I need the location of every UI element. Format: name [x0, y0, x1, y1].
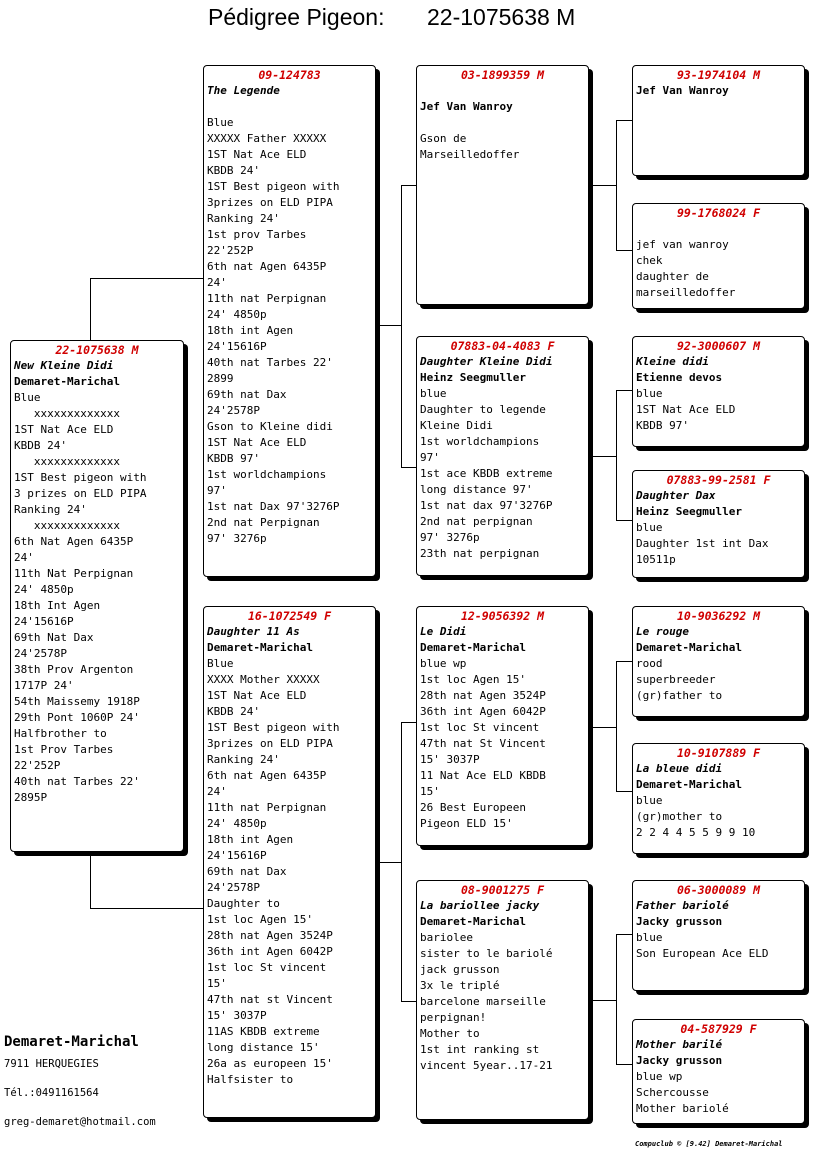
connector-line [401, 722, 417, 723]
note-line: marseilledoffer [636, 286, 736, 299]
note-line: 6th nat Agen 6435P [207, 769, 327, 782]
note-line [636, 221, 801, 237]
note-line: jef van wanroy [636, 238, 729, 251]
note-line: 15' 3037P [207, 1009, 267, 1022]
note-line: Daughter to [207, 897, 280, 910]
note-line: XXXX Mother XXXXX [207, 673, 320, 686]
note-line: 1ST Best pigeon with [14, 471, 147, 484]
note-line: blue [420, 387, 447, 400]
note-line: xxxxxxxxxxxxx [14, 455, 120, 468]
pigeon-notes [14, 390, 180, 806]
owner-email[interactable]: greg-demaret@hotmail.com [4, 1116, 156, 1128]
pigeon-notes [207, 656, 372, 1088]
ggparent-card-mmm[interactable] [632, 1019, 805, 1124]
connector-line [616, 791, 632, 792]
note-line: 2nd nat perpignan [420, 515, 533, 528]
ring-number: 08-9001275 F [460, 883, 545, 897]
note-line: 11th Nat Perpignan [14, 567, 134, 580]
note-line: 1st Prov Tarbes [14, 743, 114, 756]
connector-line [90, 908, 204, 909]
note-line: 97' [420, 451, 440, 464]
note-line: KBDB 24' [14, 439, 67, 452]
note-line: 3x le triplé [420, 979, 500, 992]
ring-number: 07883-99-2581 F [666, 473, 771, 487]
connector-line [616, 120, 632, 121]
note-line: 69th nat Dax [207, 388, 287, 401]
connector-line [616, 520, 632, 521]
note-line: 2nd nat Perpignan [207, 516, 320, 529]
note-line: 24' [207, 785, 227, 798]
connector-line [401, 722, 402, 1002]
note-line: 97' 3276p [207, 532, 267, 545]
note-line: 23th nat perpignan [420, 547, 540, 560]
note-line: 1ST Nat Ace ELD [207, 689, 307, 702]
note-line: Kleine Didi [420, 419, 493, 432]
note-line: 10511p [636, 553, 676, 566]
note-line: xxxxxxxxxxxxx [14, 519, 120, 532]
note-line: jack grusson [420, 963, 500, 976]
pigeon-name: Mother barilé [636, 1038, 723, 1051]
note-line: 24'2578P [14, 647, 67, 660]
note-line: 29th Pont 1060P 24' [14, 711, 140, 724]
ring-number: 03-1899359 M [460, 68, 545, 82]
breeder-name: Demaret-Marichal [14, 375, 120, 388]
note-line: Blue [207, 657, 234, 670]
connector-line [588, 727, 616, 728]
ggparent-card-mmf[interactable] [632, 880, 805, 991]
note-line: 26 Best Europeen [420, 801, 526, 814]
note-line: Schercousse [636, 1086, 709, 1099]
note-line: 69th nat Dax [207, 865, 287, 878]
note-line: 28th nat Agen 3524P [420, 689, 546, 702]
note-line: 3prizes on ELD PIPA [207, 737, 333, 750]
note-line: 28th nat Agen 3524P [207, 929, 333, 942]
connector-line [401, 185, 402, 468]
note-line: chek [636, 254, 663, 267]
connector-line [616, 390, 617, 521]
connector-line [616, 120, 617, 251]
note-line: 1st nat Dax 97'3276P [207, 500, 340, 513]
note-line: rood [636, 657, 663, 670]
note-line: 1st nat dax 97'3276P [420, 499, 553, 512]
note-line: Blue [14, 391, 41, 404]
note-line: 1st worldchampions [207, 468, 327, 481]
pigeon-notes [636, 1069, 801, 1117]
note-line: 3prizes on ELD PIPA [207, 196, 333, 209]
ggparent-card-ffm[interactable] [632, 203, 805, 309]
connector-line [616, 934, 632, 935]
ring-number: 10-9036292 M [676, 609, 761, 623]
breeder-name: Demaret-Marichal [420, 915, 526, 928]
note-line: 1ST Nat Ace ELD [636, 403, 736, 416]
note-line: KBDB 97' [207, 452, 260, 465]
note-line: blue [636, 387, 663, 400]
pigeon-name: Daughter Dax [636, 489, 716, 502]
note-line: blue wp [420, 657, 467, 670]
note-line: 1st loc Agen 15' [207, 913, 313, 926]
footer-credit: Compuclub © [9.42] Demaret-Marichal [635, 1140, 783, 1148]
note-line: xxxxxxxxxxxxx [14, 407, 120, 420]
ring-number: 92-3000607 M [676, 339, 761, 353]
title-ring: 22-1075638 M [427, 4, 576, 30]
note-line: 11AS KBDB extreme [207, 1025, 320, 1038]
pigeon-name [420, 83, 585, 99]
note-line: 22'252P [207, 244, 254, 257]
note-line: Son European Ace ELD [636, 947, 769, 960]
connector-line [616, 390, 632, 391]
note-line: KBDB 24' [207, 705, 260, 718]
ggparent-card-fmf[interactable] [632, 336, 805, 447]
note-line: 15' 3037P [420, 753, 480, 766]
ring-number: 16-1072549 F [247, 609, 332, 623]
note-line: Halfbrother to [14, 727, 107, 740]
connector-line [401, 185, 417, 186]
breeder-name: Jef Van Wanroy [420, 100, 513, 113]
pigeon-notes [636, 386, 801, 434]
owner-name: Demaret-Marichal [4, 1034, 139, 1050]
connector-line [588, 1000, 616, 1001]
pigeon-notes [636, 221, 801, 301]
note-line: 24' 4850p [207, 817, 267, 830]
ring-number: 22-1075638 M [55, 343, 139, 357]
connector-line [616, 1064, 632, 1065]
note-line: bariolee [420, 931, 473, 944]
note-line: Marseilledoffer [420, 148, 520, 161]
pigeon-name: La bleue didi [636, 762, 723, 775]
note-line: 47th nat st Vincent [207, 993, 333, 1006]
ring-number: 12-9056392 M [460, 609, 545, 623]
ggparent-card-mfm[interactable] [632, 743, 805, 854]
note-line: KBDB 97' [636, 419, 689, 432]
owner-city: 7911 HERQUEGIES [4, 1058, 99, 1070]
note-line: 47th nat St Vincent [420, 737, 546, 750]
note-line: 18th Int Agen [14, 599, 101, 612]
ggparent-card-fmm[interactable] [632, 470, 805, 578]
title-label: Pédigree Pigeon: [208, 4, 385, 30]
note-line: 24' 4850p [14, 583, 74, 596]
note-line: 3 prizes on ELD PIPA [14, 487, 147, 500]
pigeon-notes [420, 115, 585, 163]
breeder-name: Jacky grusson [636, 915, 723, 928]
note-line: 1st loc St vincent [207, 961, 327, 974]
pigeon-notes [636, 793, 801, 841]
note-line: 97' [207, 484, 227, 497]
breeder-name: Heinz Seegmuller [636, 505, 742, 518]
ring-number: 04-587929 F [680, 1022, 757, 1036]
connector-line [90, 852, 91, 908]
pigeon-name: Daughter 11 As [207, 625, 300, 638]
subject-card[interactable] [10, 340, 184, 852]
note-line: Halfsister to [207, 1073, 294, 1086]
note-line: 18th int Agen [207, 324, 294, 337]
note-line: superbreeder [636, 673, 716, 686]
note-line: 6th Nat Agen 6435P [14, 535, 134, 548]
note-line: Ranking 24' [207, 753, 280, 766]
connector-line [401, 467, 417, 468]
pigeon-notes [636, 656, 801, 704]
note-line: 24'2578P [207, 881, 260, 894]
breeder-name: Jacky grusson [636, 1054, 723, 1067]
note-line: blue [636, 794, 663, 807]
note-line: 1ST Nat Ace ELD [14, 423, 114, 436]
note-line: 1ST Best pigeon with [207, 180, 340, 193]
note-line: 36th int Agen 6042P [420, 705, 546, 718]
connector-line [401, 1001, 417, 1002]
connector-line [616, 934, 617, 1065]
connector-line [90, 278, 91, 340]
note-line: Gson de [420, 132, 467, 145]
note-line: 1st worldchampions [420, 435, 540, 448]
maternal-grandfather-card[interactable] [416, 606, 589, 846]
paternal-grandfather-card[interactable] [416, 65, 589, 305]
ring-number: 93-1974104 M [676, 68, 761, 82]
note-line: 36th int Agen 6042P [207, 945, 333, 958]
breeder-name: Etienne devos [636, 371, 723, 384]
maternal-grandmother-card[interactable] [416, 880, 589, 1120]
note-line: 1ST Nat Ace ELD [207, 148, 307, 161]
note-line: 2 2 4 4 5 5 9 9 10 [636, 826, 756, 839]
note-line: 1st loc St vincent [420, 721, 540, 734]
note-line: 24'15616P [207, 340, 267, 353]
pigeon-name: Father bariolé [636, 899, 729, 912]
connector-line [375, 325, 401, 326]
note-line: 24'15616P [207, 849, 267, 862]
connector-line [616, 661, 617, 792]
breeder-name: Jef Van Wanroy [636, 84, 729, 97]
note-line: 97' 3276p [420, 531, 480, 544]
note-line [207, 99, 372, 115]
note-line: Gson to Kleine didi [207, 420, 333, 433]
note-line: 54th Maissemy 1918P [14, 695, 140, 708]
note-line: KBDB 24' [207, 164, 260, 177]
note-line: 24' [207, 276, 227, 289]
breeder-name: Demaret-Marichal [207, 641, 313, 654]
pigeon-notes [636, 520, 801, 568]
note-line: 24'2578P [207, 404, 260, 417]
pigeon-name: The Legende [207, 84, 280, 97]
note-line: 1st ace KBDB extreme [420, 467, 553, 480]
ring-number: 06-3000089 M [676, 883, 761, 897]
breeder-name: Demaret-Marichal [420, 641, 526, 654]
note-line: 24'15616P [14, 615, 74, 628]
connector-line [90, 278, 204, 279]
note-line: blue [636, 931, 663, 944]
note-line: Blue [207, 116, 234, 129]
pigeon-name: Le Didi [420, 625, 467, 638]
mother-card[interactable] [203, 606, 376, 1118]
note-line: XXXXX Father XXXXX [207, 132, 327, 145]
connector-line [588, 185, 616, 186]
note-line: blue wp [636, 1070, 683, 1083]
note-line: barcelone marseille [420, 995, 546, 1008]
father-card[interactable] [203, 65, 376, 577]
note-line: 18th int Agen [207, 833, 294, 846]
note-line: Daughter 1st int Dax [636, 537, 769, 550]
pigeon-notes [420, 930, 585, 1074]
note-line: 24' [14, 551, 34, 564]
note-line: Daughter to legende [420, 403, 546, 416]
ring-number: 09-124783 [258, 68, 321, 82]
breeder-name: Heinz Seegmuller [420, 371, 526, 384]
note-line: 11th nat Perpignan [207, 292, 327, 305]
note-line: 2899 [207, 372, 234, 385]
note-line: 6th nat Agen 6435P [207, 260, 327, 273]
ggparent-card-fff[interactable] [632, 65, 805, 176]
note-line: 11 Nat Ace ELD KBDB [420, 769, 546, 782]
note-line: 38th Prov Argenton [14, 663, 134, 676]
breeder-name: Demaret-Marichal [636, 778, 742, 791]
owner-info [4, 1034, 156, 1145]
ring-number: 07883-04-4083 F [450, 339, 555, 353]
note-line: Mother to [420, 1027, 480, 1040]
note-line: 22'252P [14, 759, 61, 772]
ring-number: 99-1768024 F [676, 206, 761, 220]
connector-line [616, 250, 632, 251]
note-line: (gr)father to [636, 689, 723, 702]
note-line: 1717P 24' [14, 679, 74, 692]
note-line: (gr)mother to [636, 810, 723, 823]
pigeon-notes [420, 656, 585, 832]
note-line: daughter de [636, 270, 709, 283]
note-line: 69th Nat Dax [14, 631, 94, 644]
note-line: perpignan! [420, 1011, 487, 1024]
note-line: Ranking 24' [207, 212, 280, 225]
note-line: 1ST Best pigeon with [207, 721, 340, 734]
owner-phone: Tél.:0491161564 [4, 1087, 99, 1099]
note-line: Pigeon ELD 15' [420, 817, 513, 830]
paternal-grandmother-card[interactable] [416, 336, 589, 576]
note-line: 1st loc Agen 15' [420, 673, 526, 686]
note-line: blue [636, 521, 663, 534]
note-line: 15' [207, 977, 227, 990]
connector-line [375, 862, 401, 863]
note-line: 15' [420, 785, 440, 798]
note-line: 1st int ranking st [420, 1043, 540, 1056]
note-line: long distance 97' [420, 483, 533, 496]
connector-line [588, 456, 616, 457]
ggparent-card-mff[interactable] [632, 606, 805, 717]
note-line: long distance 15' [207, 1041, 320, 1054]
pigeon-notes [420, 386, 585, 562]
connector-line [616, 661, 632, 662]
note-line: 1st prov Tarbes [207, 228, 307, 241]
note-line: 1ST Nat Ace ELD [207, 436, 307, 449]
ring-number: 10-9107889 F [676, 746, 761, 760]
note-line [420, 115, 585, 131]
breeder-name: Demaret-Marichal [636, 641, 742, 654]
note-line: sister to le bariolé [420, 947, 553, 960]
pigeon-name: Kleine didi [636, 355, 709, 368]
note-line: 40th nat Tarbes 22' [207, 356, 333, 369]
note-line: 24' 4850p [207, 308, 267, 321]
pigeon-notes [207, 99, 372, 547]
pigeon-name: La bariollee jacky [420, 899, 540, 912]
pigeon-name: Daughter Kleine Didi [420, 355, 553, 368]
note-line: vincent 5year..17-21 [420, 1059, 553, 1072]
pigeon-name: Le rouge [636, 625, 689, 638]
note-line: 40th nat Tarbes 22' [14, 775, 140, 788]
note-line: 11th nat Perpignan [207, 801, 327, 814]
note-line: 2895P [14, 791, 48, 804]
note-line: Mother bariolé [636, 1102, 729, 1115]
note-line: 26a as europeen 15' [207, 1057, 333, 1070]
pigeon-name: New Kleine Didi [14, 359, 114, 372]
pigeon-notes [636, 930, 801, 962]
note-line: Ranking 24' [14, 503, 87, 516]
